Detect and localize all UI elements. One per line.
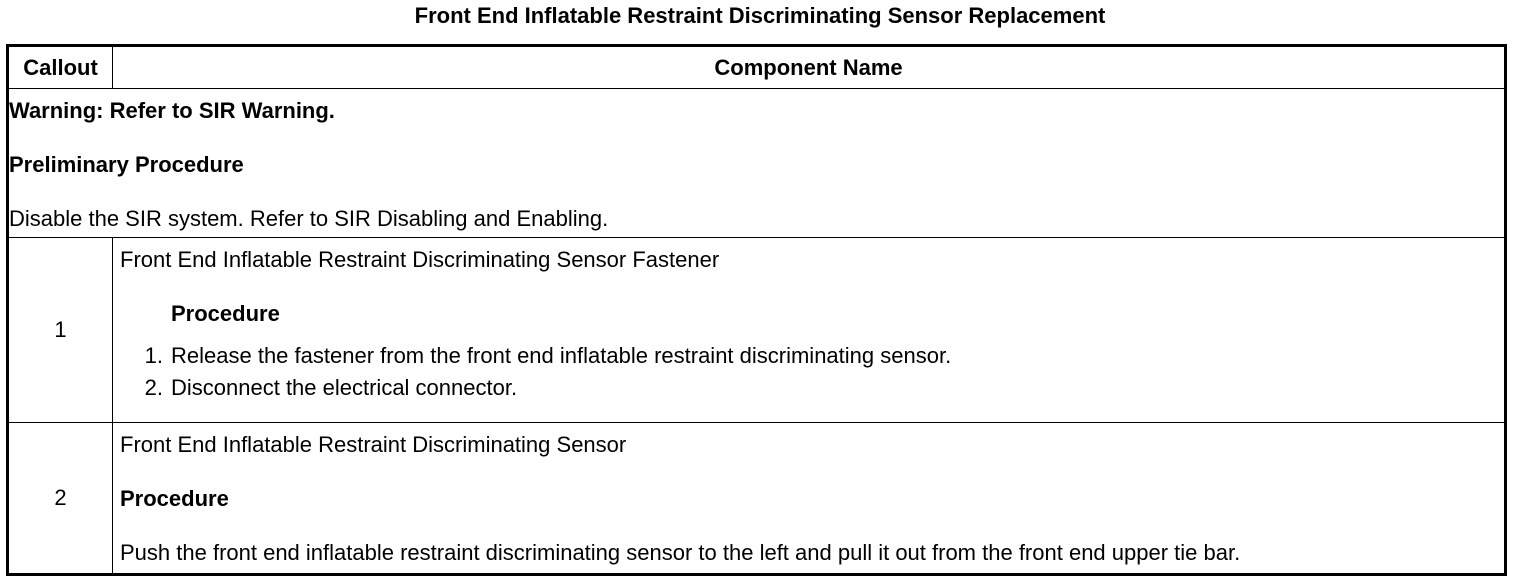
- warning-row: [8, 89, 1506, 238]
- preliminary-heading: Preliminary Procedure: [9, 152, 244, 177]
- header-callout: Callout: [8, 46, 113, 89]
- component-cell: [113, 238, 1506, 423]
- callout-number: 2: [8, 423, 113, 575]
- preliminary-text: Disable the SIR system. Refer to SIR Disabling and Enabling.: [9, 206, 609, 231]
- procedure-heading: Procedure: [171, 301, 280, 326]
- callout-number: 1: [8, 238, 113, 423]
- warning-cell: [8, 89, 1506, 238]
- step-number: 2.: [144, 375, 163, 400]
- procedure-step: [120, 372, 1504, 404]
- page-title: Front End Inflatable Restraint Discriminating Sensor Replacement: [414, 3, 1106, 28]
- step-text: Release the fastener from the front end inflatable restraint discriminating sensor.: [171, 343, 952, 368]
- component-name: Front End Inflatable Restraint Discriminating Sensor Fastener: [120, 247, 720, 272]
- procedure-text: Push the front end inflatable restraint discriminating sensor to the left and pull it out from the front end upper tie bar.: [120, 540, 1241, 565]
- procedure-heading: Procedure: [120, 486, 229, 511]
- table-row: [8, 238, 1506, 423]
- warning-text: Warning: Refer to SIR Warning.: [9, 98, 335, 123]
- component-name: Front End Inflatable Restraint Discriminating Sensor: [120, 432, 627, 457]
- procedure-step: [120, 340, 1504, 372]
- procedure-table: [6, 44, 1507, 576]
- table-row: [8, 423, 1506, 575]
- step-text: Disconnect the electrical connector.: [171, 375, 518, 400]
- component-cell: [113, 423, 1506, 575]
- table-header-row: [8, 46, 1506, 89]
- procedure-steps: [120, 340, 1504, 404]
- step-number: 1.: [144, 343, 163, 368]
- header-component-name: Component Name: [113, 46, 1506, 89]
